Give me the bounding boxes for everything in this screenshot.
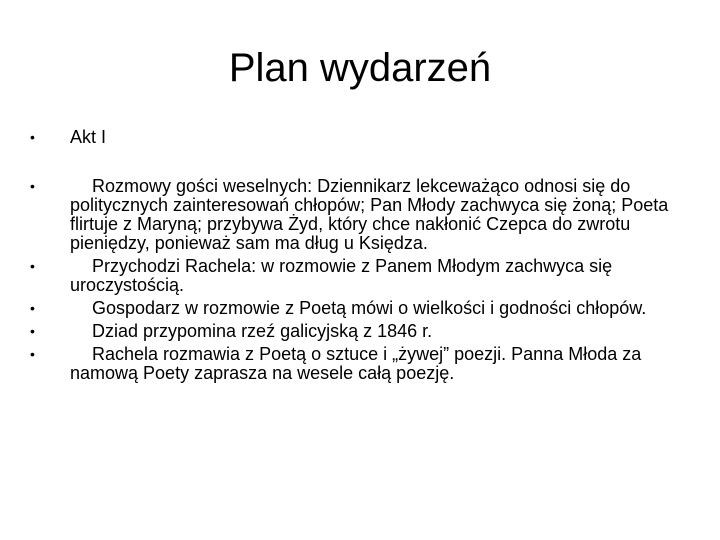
list-item-text: Rachela rozmawia z Poetą o sztuce i „żywej” poezji. Panna Młoda za namową Poety zaprasza na wesele całą poezję.	[70, 344, 642, 383]
list-item-text: Przychodzi Rachela: w rozmowie z Panem Młodym zachwyca się uroczystością.	[70, 256, 613, 295]
bullet-icon: •	[30, 300, 35, 316]
bullet-icon: •	[30, 346, 35, 362]
list-item-text: Gospodarz w rozmowie z Poetą mówi o wielkości i godności chłopów.	[92, 298, 647, 318]
list-item	[30, 299, 690, 318]
list-item	[30, 345, 690, 383]
bullet-icon: •	[30, 258, 35, 274]
list-item-text: Rozmowy gości weselnych: Dziennikarz lekceważąco odnosi się do politycznych zainteresowań chłopów; Pan Młody zachwyca się żoną; Poeta flirtuje z Maryną; przybywa Żyd, który chce nakłonić Czepca do zwrotu pieniędzy, ponieważ sam ma dług u Księdza.	[70, 176, 669, 253]
list-item	[30, 177, 690, 253]
slide-title: Plan wydarzeń	[228, 46, 492, 90]
list-item	[30, 257, 690, 295]
event-list	[30, 177, 690, 387]
list-item-act	[30, 127, 690, 147]
bullet-icon: •	[30, 129, 35, 145]
list-item-text: Dziad przypomina rzeź galicyjską z 1846 r.	[92, 321, 433, 341]
list-item	[30, 322, 690, 341]
bullet-icon: •	[30, 178, 35, 194]
act-label: Akt I	[70, 127, 107, 147]
act-heading-list	[30, 127, 690, 151]
bullet-icon: •	[30, 323, 35, 339]
